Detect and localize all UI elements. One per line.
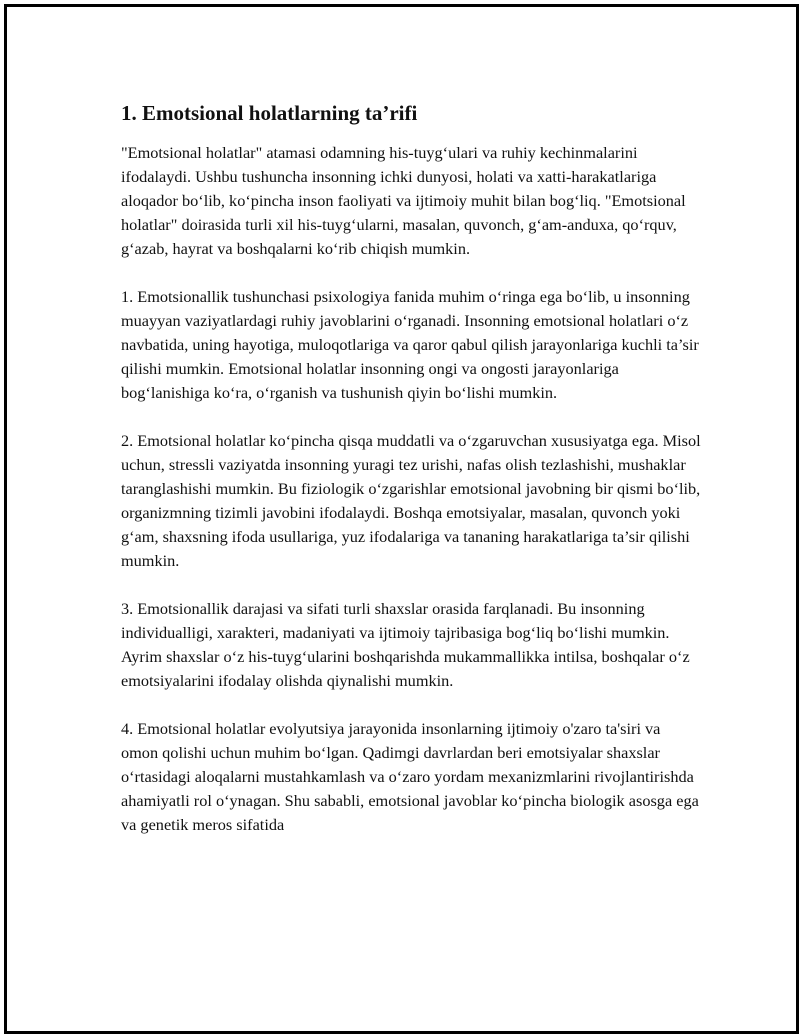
document-body	[121, 99, 701, 861]
section-heading: 1. Emotsional holatlarning ta’rifi	[121, 101, 418, 125]
page-frame	[4, 4, 799, 1034]
paragraph-4: 4. Emotsional holatlar evolyutsiya jarayonida insonlarning ijtimoiy o'zaro ta'siri va omon qolishi uchun muhim bo‘lgan. Qadimgi davrlardan beri emotsiyalar shaxslar o‘rtasidagi aloqalarni mustahkamlash va o‘zaro yordam mexanizmlarini rivojlantirishda ahamiyatli rol o‘ynagan. Shu sababli, emotsional javoblar ko‘pincha biologik asosga ega va genetik meros sifatida	[121, 719, 699, 834]
paragraph-intro: "Emotsional holatlar" atamasi odamning his-tuyg‘ulari va ruhiy kechinmalarini ifodalaydi. Ushbu tushuncha insonning ichki dunyosi, holati va xatti-harakatlariga aloqador bo‘lib, ko‘pincha inson faoliyati va ijtimoiy muhit bilan bog‘liq. "Emotsional holatlar" doirasida turli xil his-tuyg‘ularni, masalan, quvonch, g‘am-anduxa, qo‘rquv, g‘azab, hayrat va boshqalarni ko‘rib chiqish mumkin.	[121, 143, 686, 258]
paragraph-1: 1. Emotsionallik tushunchasi psixologiya fanida muhim o‘ringa ega bo‘lib, u insonning muayyan vaziyatlardagi ruhiy javoblarini o‘rganadi. Insonning emotsional holatlari o‘z navbatida, uning hayotiga, muloqotlariga va qaror qabul qilish jarayonlariga kuchli ta’sir qilishi mumkin. Emotsional holatlar insonning ongi va ongosti jarayonlariga bog‘lanishiga ko‘ra, o‘rganish va tushunish qiyin bo‘lishi mumkin.	[121, 287, 699, 402]
paragraph-3: 3. Emotsionallik darajasi va sifati turli shaxslar orasida farqlanadi. Bu insonning individualligi, xarakteri, madaniyati va ijtimoiy tajribasiga bog‘liq bo‘lishi mumkin. Ayrim shaxslar o‘z his-tuyg‘ularini boshqarishda mukammallikka intilsa, boshqalar o‘z emotsiyalarini ifodalay olishda qiynalishi mumkin.	[121, 599, 690, 690]
paragraph-2: 2. Emotsional holatlar ko‘pincha qisqa muddatli va o‘zgaruvchan xususiyatga ega. Misol uchun, stressli vaziyatda insonning yuragi tez urishi, nafas olish tezlashishi, mushaklar taranglashishi mumkin. Bu fiziologik o‘zgarishlar emotsional javobning bir qismi bo‘lib, organizmning tizimli javobini ifodalaydi. Boshqa emotsiyalar, masalan, quvonch yoki g‘am, shaxsning ifoda usullariga, yuz ifodalariga va tananing harakatlariga ta’sir qilishi mumkin.	[121, 431, 701, 570]
